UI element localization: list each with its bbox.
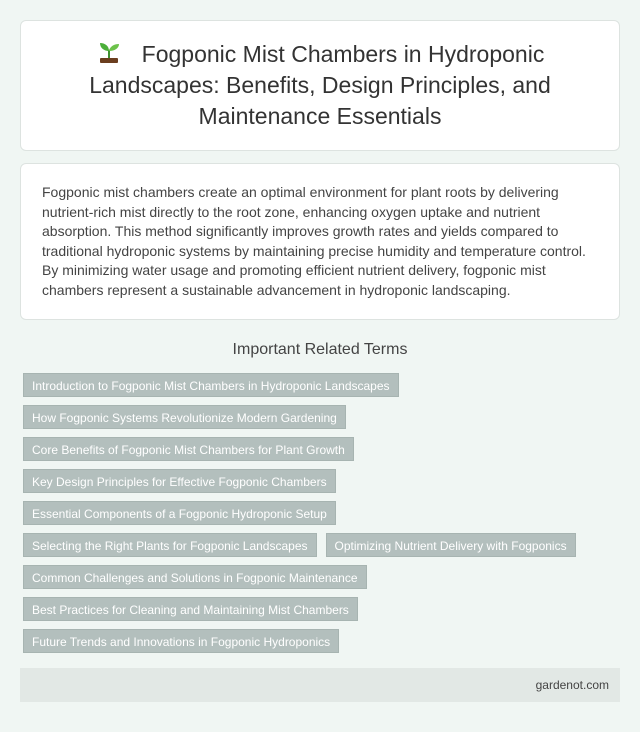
term-tag[interactable]: Optimizing Nutrient Delivery with Fogponics: [326, 533, 576, 557]
term-tag[interactable]: Core Benefits of Fogponic Mist Chambers for Plant Growth: [23, 437, 354, 461]
term-tag[interactable]: Best Practices for Cleaning and Maintaining Mist Chambers: [23, 597, 358, 621]
term-tag[interactable]: Future Trends and Innovations in Fogponic Hydroponics: [23, 629, 339, 653]
summary-card: [20, 163, 620, 320]
summary-text: Fogponic mist chambers create an optimal environment for plant roots by delivering nutrient-rich mist directly to the root zone, enhancing oxygen uptake and nutrient absorption. This method significantly improves growth rates and yields compared to traditional hydroponic systems by maintaining precise humidity and temperature control. By minimizing water usage and promoting efficient nutrient delivery, fogponic mist chambers represent a sustainable advancement in hydroponic landscaping.: [42, 184, 586, 298]
related-terms-list: [23, 373, 623, 653]
sprout-icon: [96, 39, 122, 65]
term-tag[interactable]: Common Challenges and Solutions in Fogponic Maintenance: [23, 565, 367, 589]
term-tag[interactable]: How Fogponic Systems Revolutionize Modern Gardening: [23, 405, 346, 429]
page-title: [61, 39, 579, 132]
page-title-text: Fogponic Mist Chambers in Hydroponic Landscapes: Benefits, Design Principles, and Maintenance Essentials: [89, 41, 551, 129]
title-card: [20, 20, 620, 151]
term-tag[interactable]: Selecting the Right Plants for Fogponic Landscapes: [23, 533, 317, 557]
term-tag[interactable]: Key Design Principles for Effective Fogponic Chambers: [23, 469, 336, 493]
related-terms-heading: Important Related Terms: [232, 341, 408, 358]
footer-site-link[interactable]: gardenot.com: [535, 678, 609, 692]
term-tag[interactable]: Introduction to Fogponic Mist Chambers in Hydroponic Landscapes: [23, 373, 399, 397]
term-tag[interactable]: Essential Components of a Fogponic Hydroponic Setup: [23, 501, 336, 525]
footer: [20, 668, 620, 702]
